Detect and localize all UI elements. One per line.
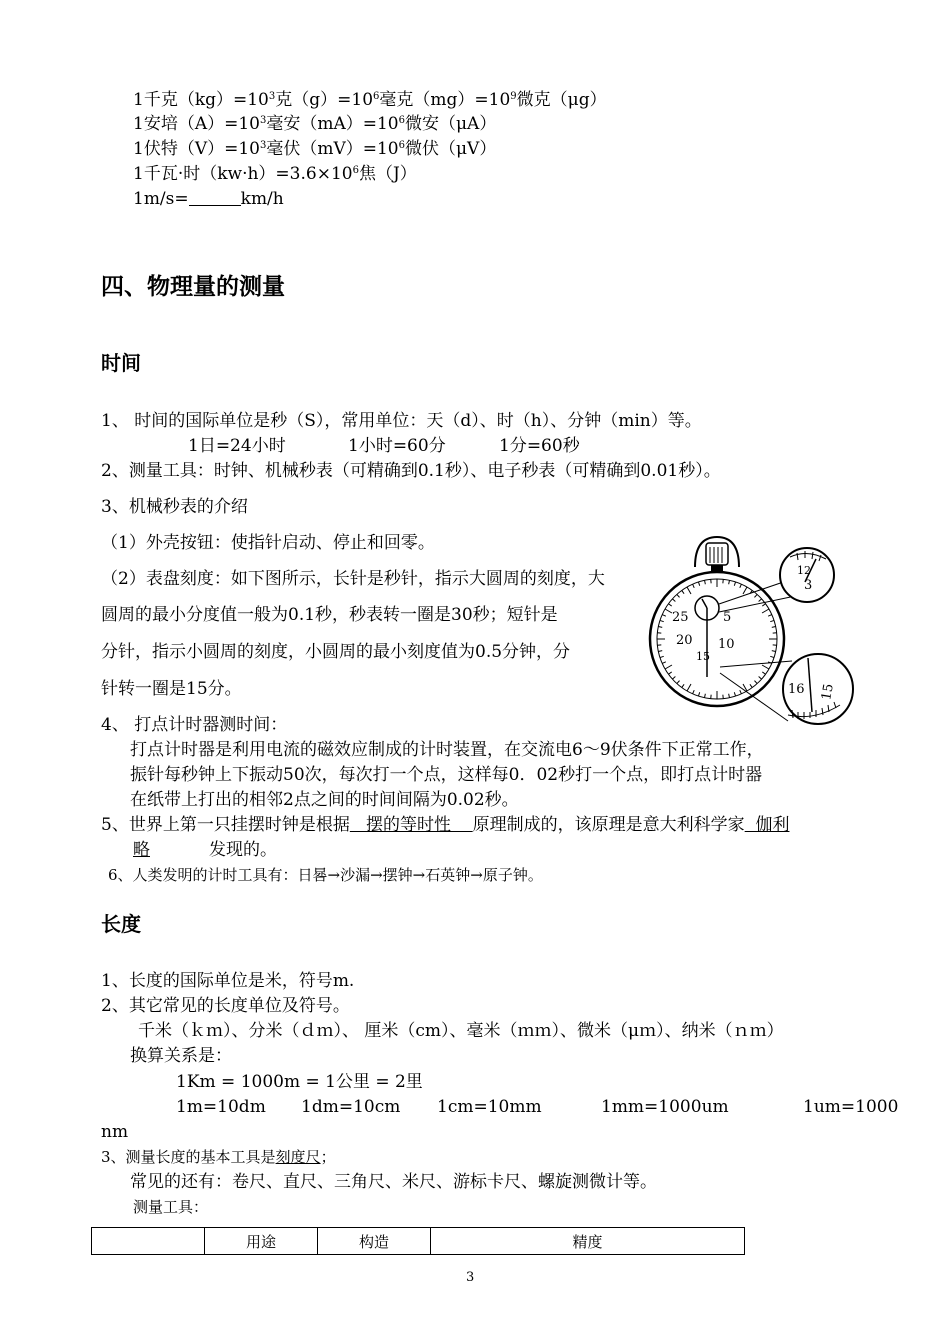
length-conv-b-wrap: nm	[101, 1122, 129, 1142]
section-title: 四、物理量的测量	[101, 274, 285, 300]
length-item-3: 3、测量长度的基本工具是刻度尺；	[101, 1148, 336, 1166]
time-item-3: 3、机械秒表的介绍	[101, 497, 248, 517]
mass-conversion: 1千克$(kg)=10^3$克$(g)=10^6$毫克$(mg)=10^9$微克（μg）	[133, 90, 607, 110]
time-item-4-line: 振针每秒钟上下振动50次，每次打一个点，这样每0．02秒打一个点，即打点计时器	[130, 765, 763, 785]
time-conv-day: 1日=24小时	[188, 436, 286, 456]
speed-conversion: 1m/s= km/h	[133, 189, 284, 209]
time-heading: 时间	[101, 351, 141, 375]
inset-label: 15	[819, 682, 837, 702]
length-units-line: 千米（ｋｍ）、分米（ｄｍ）、 厘米（cm）、毫米（ｍｍ）、微米（μｍ）、纳米（ｎｍ）	[138, 1021, 784, 1041]
dial-label: 10	[718, 637, 735, 652]
length-heading: 长度	[101, 912, 141, 936]
stopwatch-case	[650, 572, 784, 706]
length-others: 常见的还有：卷尺、直尺、三角尺、米尺、游标卡尺、螺旋测微计等。	[130, 1172, 657, 1192]
time-item-3-2-line: 圆周的最小分度值一般为0.1秒，秒表转一圈是30秒；短针是	[101, 605, 558, 625]
page-number: 3	[466, 1270, 475, 1285]
time-item-5: 5、世界上第一只挂摆时钟是根据 摆的等时性 原理制成的，该原理是意大利科学家 伽利	[101, 815, 790, 835]
time-item-3-2-line: （2）表盘刻度：如下图所示，长针是秒针，指示大圆周的刻度，大	[101, 569, 605, 589]
inset-label: 3	[804, 578, 813, 593]
voltage-conversion: 1伏特$(V)=10^3$毫伏$(mV)=10^6$微伏（μV）	[133, 139, 497, 159]
time-conv-minute: 1分=60秒	[499, 436, 580, 456]
table-header-cell	[92, 1228, 205, 1255]
table-header-cell: 构造	[318, 1228, 431, 1255]
length-item-2: 2、其它常见的长度单位及符号。	[101, 996, 350, 1016]
current-conversion: 1安培$(A)=10^3$毫安$(mA)=10^6$微安（μA）	[133, 114, 497, 134]
fill-in-blank[interactable]	[189, 189, 241, 206]
length-tools-label: 测量工具：	[133, 1198, 209, 1216]
time-item-3-2-line: 分针，指示小圆周的刻度，小圆周的最小刻度值为0.5分钟，分	[101, 642, 571, 662]
time-item-5-wrap: 略 发现的。	[133, 840, 277, 860]
length-item-1: 1、长度的国际单位是米，符号m.	[101, 971, 355, 991]
stopwatch-figure	[640, 527, 855, 729]
inset-label: 12	[797, 564, 811, 577]
length-conv-b: 1dm=10cm	[301, 1097, 401, 1117]
dial-label: 5	[723, 610, 732, 625]
time-item-4: 4、 打点计时器测时间：	[101, 715, 288, 735]
tools-table	[91, 1227, 745, 1255]
length-conv-title: 换算关系是：	[130, 1046, 232, 1066]
stopwatch-crown-icon	[695, 537, 739, 567]
time-item-4-line: 在纸带上打出的相邻2点之间的时间间隔为0.02秒。	[130, 790, 519, 810]
time-item-4-line: 打点计时器是利用电流的磁效应制成的计时装置，在交流电6～9伏条件下正常工作，	[130, 740, 764, 760]
dial-label: 20	[676, 633, 693, 648]
energy-conversion: 1千瓦·时$(kw\cdot h)=3.6\times 10^6$焦（J）	[133, 164, 417, 184]
length-conv-b: 1mm=1000um	[601, 1097, 729, 1117]
table-header-cell: 用途	[205, 1228, 318, 1255]
table-row	[92, 1228, 745, 1255]
time-item-3-1: （1）外壳按钮：使指针启动、停止和回零。	[101, 533, 435, 553]
time-item-3-2-line: 针转一圈是15分。	[101, 679, 242, 699]
length-conv-b: 1m=10dm	[176, 1097, 266, 1117]
length-conv-b: 1cm=10mm	[437, 1097, 542, 1117]
length-conv-a: 1Km = 1000m = 1公里 = 2里	[176, 1072, 423, 1092]
length-conv-b: 1um=1000	[803, 1097, 899, 1117]
time-item-2: 2、测量工具：时钟、机械秒表（可精确到0.1秒）、电子秒表（可精确到0.01秒）。	[101, 461, 721, 481]
time-conv-hour: 1小时=60分	[348, 436, 446, 456]
time-item-6: 6、人类发明的计时工具有：日晷→沙漏→摆钟→石英钟→原子钟。	[108, 866, 543, 884]
dial-label: 15	[696, 650, 710, 663]
inset-label: 16	[788, 682, 805, 697]
time-item-1: 1、 时间的国际单位是秒（S），常用单位：天（d）、时（h）、分钟（min）等。	[101, 411, 702, 431]
table-header-cell: 精度	[431, 1228, 745, 1255]
dial-label: 25	[672, 610, 689, 625]
